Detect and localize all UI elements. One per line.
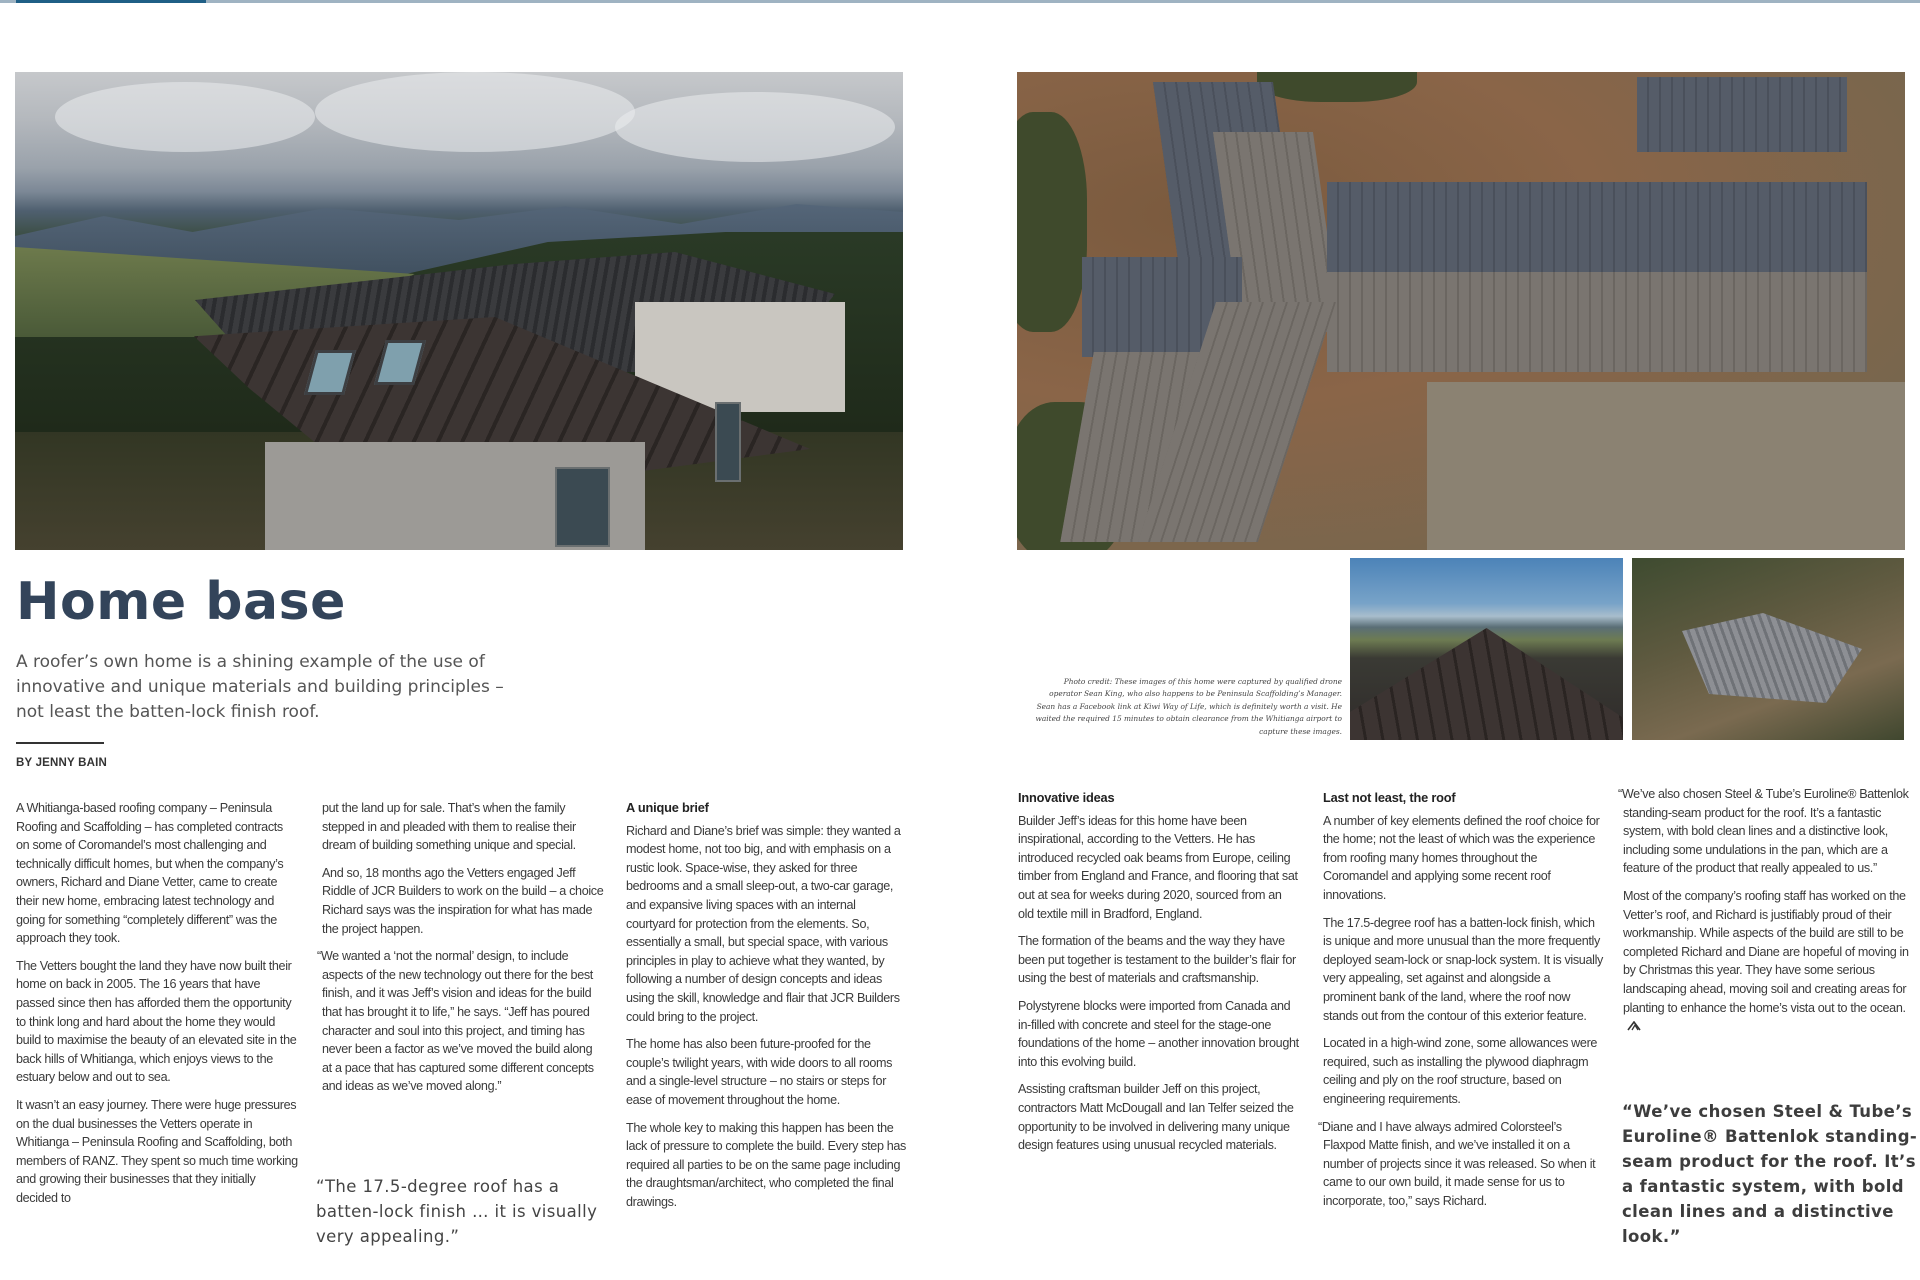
body-column-1 bbox=[16, 799, 298, 1216]
cloud bbox=[315, 72, 635, 152]
paragraph: Located in a high-wind zone, some allowances were required, such as installing the plywood diaphragm ceiling and ply on the roof structure, based on engineering requirements. bbox=[1323, 1036, 1598, 1106]
paragraph: And so, 18 months ago the Vetters engaged Jeff Riddle of JCR Builders to work on the build – a choice Richard says was the inspiration for what has made the project happen. bbox=[322, 865, 604, 936]
standfirst: A roofer’s own home is a shining example of the use of innovative and unique materials and building principles – not least the batten-lock finish roof. bbox=[16, 652, 504, 722]
paragraph: The home has also been future-proofed for the couple’s twilight years, with wide doors to all rooms and a single-level structure – no stairs or steps for ease of movement throughout the home. bbox=[626, 1037, 893, 1107]
trees bbox=[1017, 112, 1087, 332]
paragraph: The Vetters bought the land they have now built their home on back in 2005. The 16 years that have passed since then has afforded them the opportunity to think long and hard about the home they would build to maximise the beauty of an elevated site in the back hills of Whitianga, which enjoys views to the estuary below and out to sea. bbox=[16, 958, 297, 1085]
paragraph: Assisting craftsman builder Jeff on this project, contractors Matt McDougall and Ian Telfer seized the opportunity to be involved in delivering many unique design features using unusual recycled materials. bbox=[1018, 1082, 1294, 1153]
paragraph: A number of key elements defined the roof choice for the home; not the least of which was the experience from roofing many homes throughout the Coromandel and applying some recent roof innovations. bbox=[1323, 813, 1600, 902]
body-column-3 bbox=[626, 799, 908, 1220]
byline: BY JENNY BAIN bbox=[16, 757, 108, 769]
paragraph-text: Most of the company’s roofing staff has worked on the Vetter’s roof, and Richard is justifiably proud of their workmanship. While aspects of the build are still to be completed Richard and Diane are hopeful of moving in by Christmas this year. They have some serious landscaping ahead, moving soil and creating areas for planting to enhance the home’s vista out to the ocean. bbox=[1623, 888, 1909, 1015]
paragraph: The whole key to making this happen has been the lack of pressure to complete the build. Every step has required all parties to be on the same page including the draughtsman/architect, who completed the final drawings. bbox=[626, 1120, 907, 1209]
paragraph: “We’ve also chosen Steel & Tube’s Euroline® Battenlok standing-seam product for the roof. It’s a fantastic system, with bold clean lines and a distinctive look, including some undulations in the pan, which are a feature of the product that really appealed to us.” bbox=[1618, 787, 1909, 876]
roof-end-mark-icon bbox=[1627, 1021, 1641, 1031]
paragraph: Polystyrene blocks were imported from Canada and in-filled with concrete and steel for the stage-one foundations of the home – another innovation brought into this evolving build. bbox=[1018, 998, 1299, 1069]
drone-photo-2 bbox=[1632, 558, 1904, 740]
top-accent-bar bbox=[16, 0, 206, 3]
body-column-2 bbox=[317, 799, 604, 1105]
paragraph: A Whitianga-based roofing company – Peninsula Roofing and Scaffolding – has completed contracts on some of Coromandel’s most challenging and technically difficult homes, but when the company’s owners, Richard and Diane Vetter, came to create their new home, embracing latest technology and going for something “completely different” was the approach they took. bbox=[16, 801, 284, 946]
pull-quote-1: “The 17.5-degree roof has a batten-lock finish … it is visually very appealing.” bbox=[316, 1177, 598, 1246]
headline: Home base bbox=[16, 572, 346, 632]
yard bbox=[1427, 382, 1905, 550]
top-rule bbox=[0, 0, 1920, 3]
shed-roof bbox=[1637, 77, 1847, 152]
body-column-6 bbox=[1618, 785, 1915, 1045]
section-heading: Innovative ideas bbox=[1018, 790, 1115, 805]
window bbox=[555, 467, 610, 547]
paragraph: Builder Jeff’s ideas for this home have been inspirational, according to the Vetters. He has introduced recycled oak beams from Europe, ceiling timber from England and France, and flooring that sat out at sea for weeks during 2020, sourced from an old textile mill in Bradford, England. bbox=[1018, 813, 1298, 921]
section-heading: A unique brief bbox=[626, 800, 709, 815]
paragraph: “Diane and I have always admired Colorsteel’s Flaxpod Matte finish, and we’ve installed it on a number of projects since it was released. So when it came to our own build, it made sense for us to incorporate, too,” says Richard. bbox=[1318, 1119, 1596, 1208]
roof-main-light bbox=[1327, 272, 1867, 372]
paragraph bbox=[1623, 887, 1915, 1036]
roof-ridge bbox=[1350, 628, 1623, 740]
body-column-5 bbox=[1318, 789, 1605, 1219]
section-heading: Last not least, the roof bbox=[1323, 790, 1456, 805]
photo-credit: Photo credit: These images of this home were captured by qualified drone operator Sean King, who also happens to be Peninsula Scaffolding’s Manager. Sean has a Facebook link at Kiwi Way of Life, which is definitely worth a visit. He waited the required 15 minutes to obtain clearance from the Whitianga airport to capture these images. bbox=[1035, 677, 1342, 736]
paragraph: put the land up for sale. That’s when the family stepped in and pleaded with them to realise their dream of building something unique and special. bbox=[322, 801, 576, 853]
house-roof bbox=[1682, 613, 1862, 703]
cloud bbox=[615, 92, 895, 162]
paragraph: Richard and Diane’s brief was simple: they wanted a modest home, not too big, and with emphasis on a rustic look. Space-wise, they asked for three bedrooms and a small sleep-out, a two-car garage, and expansive living spaces with an internal courtyard for protection from the elements. So, essentially a small, but special space, with various principles in play to achieve what they wanted, by following a number of design concepts and ideas using the skill, knowledge and flair that JCR Builders could bring to the project. bbox=[626, 823, 901, 1024]
paragraph: The 17.5-degree roof has a batten-lock finish, which is unique and more unusual than the more frequently deployed seam-lock or snap-lock system. It is visually very appealing, set against and alongside a prominent bank of the land, where the roof now stands out from the contour of this exterior feature. bbox=[1323, 915, 1603, 1023]
roof-main-dark bbox=[1327, 182, 1867, 274]
aerial-photo bbox=[1017, 72, 1905, 550]
hero-photo bbox=[15, 72, 903, 550]
byline-rule bbox=[16, 742, 104, 744]
trees bbox=[1257, 72, 1417, 102]
window bbox=[715, 402, 741, 482]
coast-photo bbox=[1350, 558, 1623, 740]
body-column-4 bbox=[1018, 789, 1300, 1164]
cloud bbox=[55, 82, 315, 152]
paragraph: It wasn’t an easy journey. There were huge pressures on the dual businesses the Vetters operate in Whitianga – Peninsula Roofing and Scaffolding, both members of RANZ. They spent so much time working and growing their businesses that they initially decided to bbox=[16, 1097, 298, 1205]
paragraph: “We wanted a ‘not the normal’ design, to include aspects of the new technology out there for the best finish, and it was Jeff’s vision and ideas for the build that has brought it to life,” he says. “Jeff has poured character and soul into this project, and timing has never been a factor as we’ve moved the build along at a pace that has captured some different concepts and ideas as we’ve moved along.” bbox=[317, 949, 594, 1094]
pull-quote-2: “We’ve chosen Steel & Tube’s Euroline® Battenlok standing-seam product for the roof. It’s a fantastic system, with bold clean lines and a distinctive look.” bbox=[1622, 1102, 1918, 1246]
paragraph: The formation of the beams and the way they have been put together is testament to the builder’s flair for using the best of materials and craftsmanship. bbox=[1018, 934, 1296, 986]
